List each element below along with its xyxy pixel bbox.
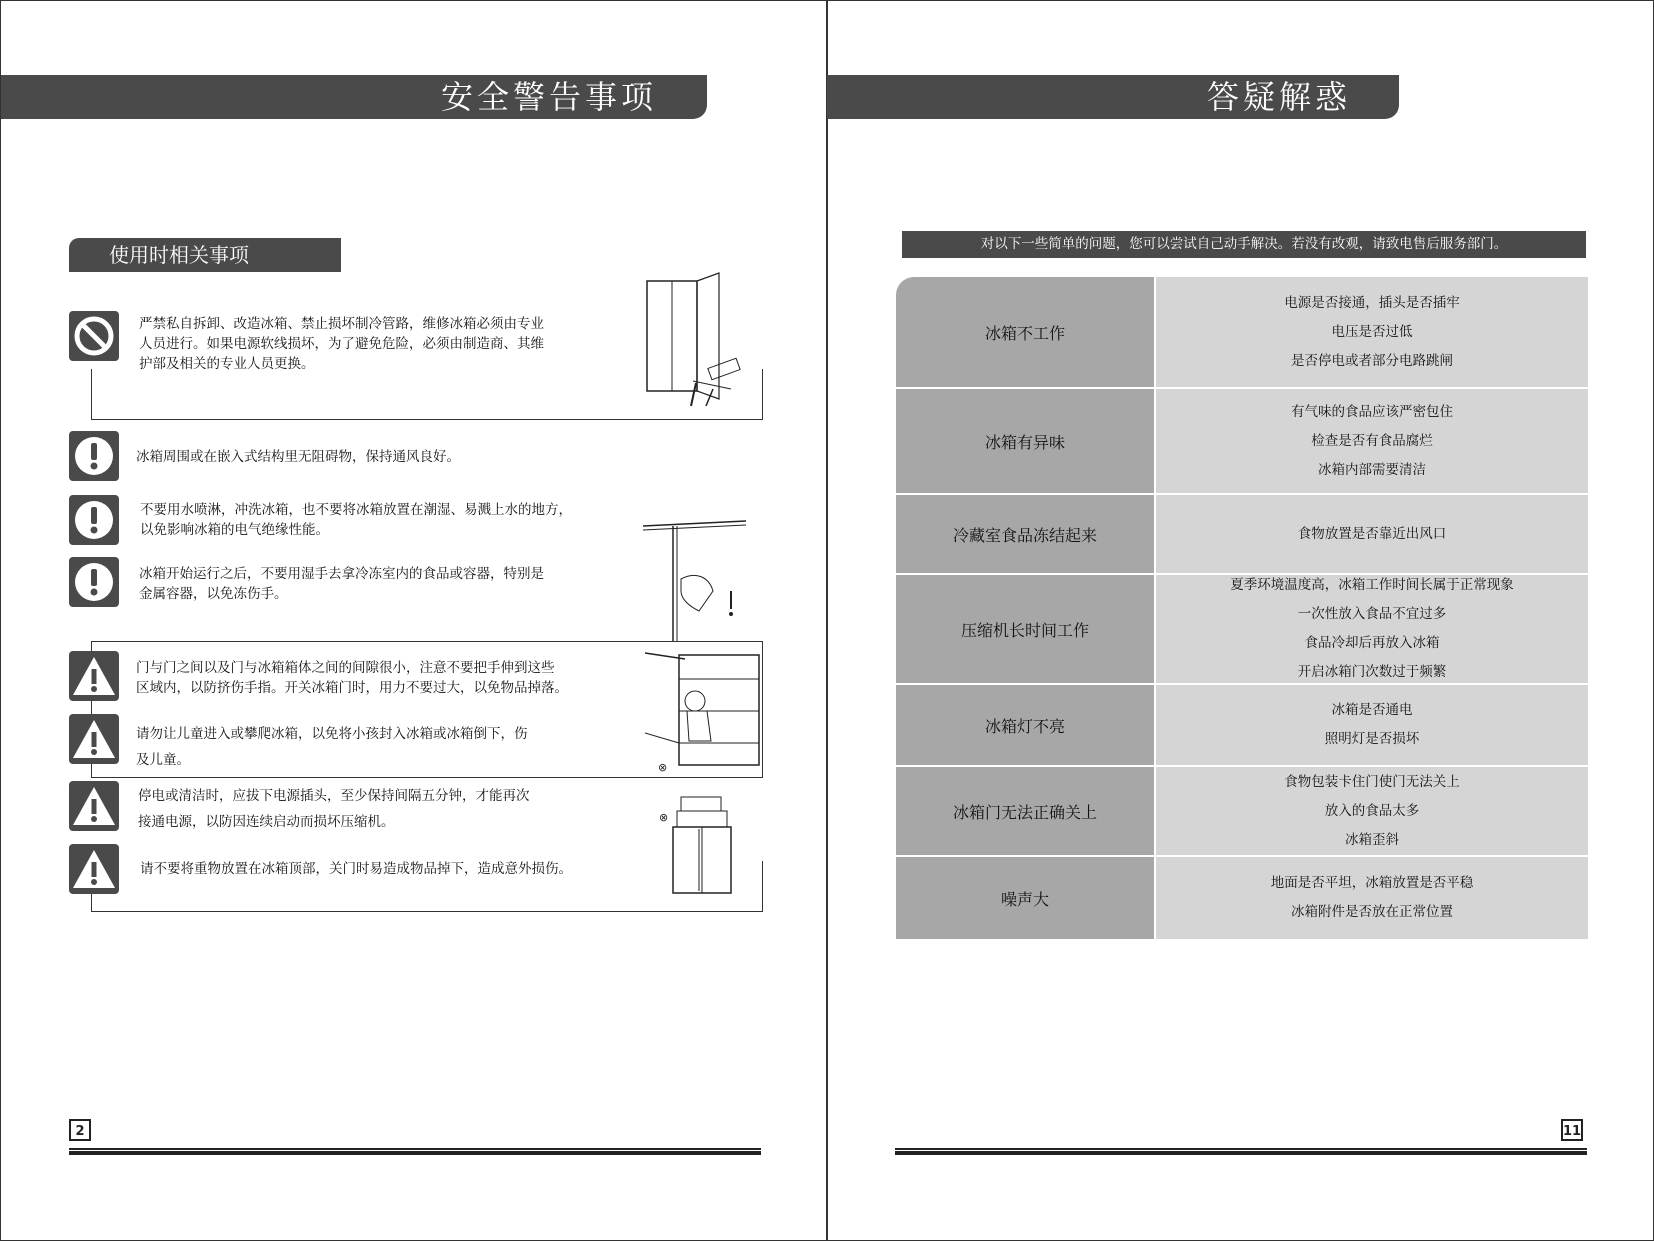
faq-check: 食品冷却后再放入冰箱: [1304, 635, 1440, 651]
heavy-object-illustration: [651, 791, 761, 901]
warning-icon: [69, 844, 119, 894]
faq-check: 冰箱内部需要清洁: [1318, 461, 1426, 478]
text-line: 冰箱开始运行之后，不要用湿手去拿冷冻室内的食品或容器，特别是: [139, 566, 544, 582]
faq-check: 冰箱附件是否放在正常位置: [1291, 904, 1453, 920]
text-line: 以免影响冰箱的电气绝缘性能。: [140, 522, 329, 538]
text-line: 不要用水喷淋，冲洗冰箱，也不要将冰箱放置在潮湿、易溅上水的地方，: [140, 502, 572, 518]
faq-table: [896, 277, 1588, 939]
faq-problem: 压缩机长时间工作: [896, 575, 1154, 683]
faq-check: 是否停电或者部分电路跳闸: [1291, 352, 1453, 369]
faq-check: 有气味的食品应该严密包住: [1291, 403, 1453, 420]
faq-check: 食物包装卡住门使门无法关上: [1284, 773, 1460, 790]
text-line: 冰箱周围或在嵌入式结构里无阻碍物，保持通风良好。: [136, 449, 460, 465]
warning-text-8: [140, 859, 572, 879]
faq-problem: 冰箱门无法正确关上: [896, 767, 1154, 855]
faq-check: 开启冰箱门次数过于频繁: [1297, 664, 1447, 680]
faq-problem: 噪声大: [896, 857, 1154, 939]
text-line: 停电或清洁时，应拔下电源插头，至少保持间隔五分钟，才能再次: [138, 788, 530, 804]
warning-text-3: [140, 500, 572, 540]
warning-text-4: [139, 564, 544, 604]
faq-problem: 冰箱灯不亮: [896, 685, 1154, 765]
faq-intro: 对以下一些简单的问题，您可以尝试自己动手解决。若没有改观，请致电售后服务部门。: [902, 231, 1586, 258]
faq-check: 食物放置是否靠近出风口: [1297, 525, 1447, 542]
faq-check: 夏季环境温度高，冰箱工作时间长属于正常现象: [1230, 577, 1514, 593]
exclamation-icon: [69, 495, 119, 545]
faq-checks: [1154, 857, 1588, 939]
faq-check: 照明灯是否损坏: [1324, 731, 1420, 747]
faq-row: [896, 495, 1588, 575]
text-line: 严禁私自拆卸、改造冰箱、禁止损坏制冷管路，维修冰箱必须由专业: [139, 316, 544, 332]
svg-text:⊗: ⊗: [659, 811, 669, 824]
exclamation-icon: [69, 431, 119, 481]
usage-subheading: 使用时相关事项: [69, 238, 341, 272]
faq-checks: [1154, 495, 1588, 573]
faq-row: [896, 277, 1588, 389]
faq-check: 电压是否过低: [1331, 323, 1413, 340]
warning-text-6: [136, 721, 528, 773]
child-climbing-illustration: [645, 649, 775, 779]
exclamation-icon: [69, 557, 119, 607]
warning-text-2: [136, 447, 460, 467]
page-number: 2: [69, 1119, 91, 1141]
text-line: 接通电源，以防因连续启动而损坏压缩机。: [138, 814, 395, 830]
text-line: 区域内，以防挤伤手指。开关冰箱门时，用力不要过大，以免物品掉落。: [136, 680, 568, 696]
faq-check: 电源是否接通，插头是否插牢: [1284, 294, 1460, 311]
faq-checks: [1154, 575, 1588, 683]
faq-problem: 冰箱不工作: [896, 277, 1154, 387]
text-line: 请不要将重物放置在冰箱顶部，关门时易造成物品掉下，造成意外损伤。: [140, 861, 572, 877]
text-line: 护部及相关的专业人员更换。: [139, 356, 315, 372]
text-line: 请勿让儿童进入或攀爬冰箱，以免将小孩封入冰箱或冰箱倒下，伤: [136, 726, 528, 742]
footer-rule: [895, 1148, 1587, 1155]
warning-icon: [69, 714, 119, 764]
warning-text-5: [136, 658, 568, 698]
faq-row: [896, 767, 1588, 857]
faq-check: 一次性放入食品不宜过多: [1297, 606, 1447, 622]
warning-icon: [69, 651, 119, 701]
wet-hand-illustration: [641, 511, 771, 641]
faq-row: [896, 685, 1588, 767]
refrigerator-repair-illustration: [641, 271, 771, 421]
faq-checks: [1154, 389, 1588, 493]
text-line: 金属容器，以免冻伤手。: [139, 586, 288, 602]
safety-banner-title: 安全警告事项: [441, 78, 658, 116]
text-line: 门与门之间以及门与冰箱箱体之间的间隙很小，注意不要把手伸到这些: [136, 660, 555, 676]
text-line: 及儿童。: [136, 752, 190, 768]
faq-checks: [1154, 767, 1588, 855]
footer-rule: [69, 1148, 761, 1155]
faq-check: 地面是否平坦，冰箱放置是否平稳: [1270, 875, 1474, 891]
safety-banner: [1, 75, 707, 119]
faq-row: [896, 575, 1588, 685]
faq-banner: [827, 75, 1399, 119]
text-line: 人员进行。如果电源软线损坏，为了避免危险，必须由制造商、其维: [139, 336, 544, 352]
faq-row: [896, 389, 1588, 495]
faq-problem: 冰箱有异味: [896, 389, 1154, 493]
faq-check: 检查是否有食品腐烂: [1311, 432, 1433, 449]
warning-text-7: [138, 783, 530, 835]
faq-check: 冰箱是否通电: [1331, 702, 1413, 718]
faq-row: [896, 857, 1588, 939]
faq-checks: [1154, 277, 1588, 387]
page-number: 11: [1561, 1119, 1583, 1141]
warning-icon: [69, 781, 119, 831]
faq-check: 放入的食品太多: [1324, 802, 1420, 819]
faq-banner-title: 答疑解惑: [1207, 78, 1352, 116]
faq-checks: [1154, 685, 1588, 765]
svg-text:⊗: ⊗: [658, 761, 668, 774]
faq-problem: 冷藏室食品冻结起来: [896, 495, 1154, 573]
warning-text-1: [139, 314, 544, 374]
prohibited-icon: [69, 311, 119, 361]
faq-check: 冰箱歪斜: [1345, 831, 1399, 848]
